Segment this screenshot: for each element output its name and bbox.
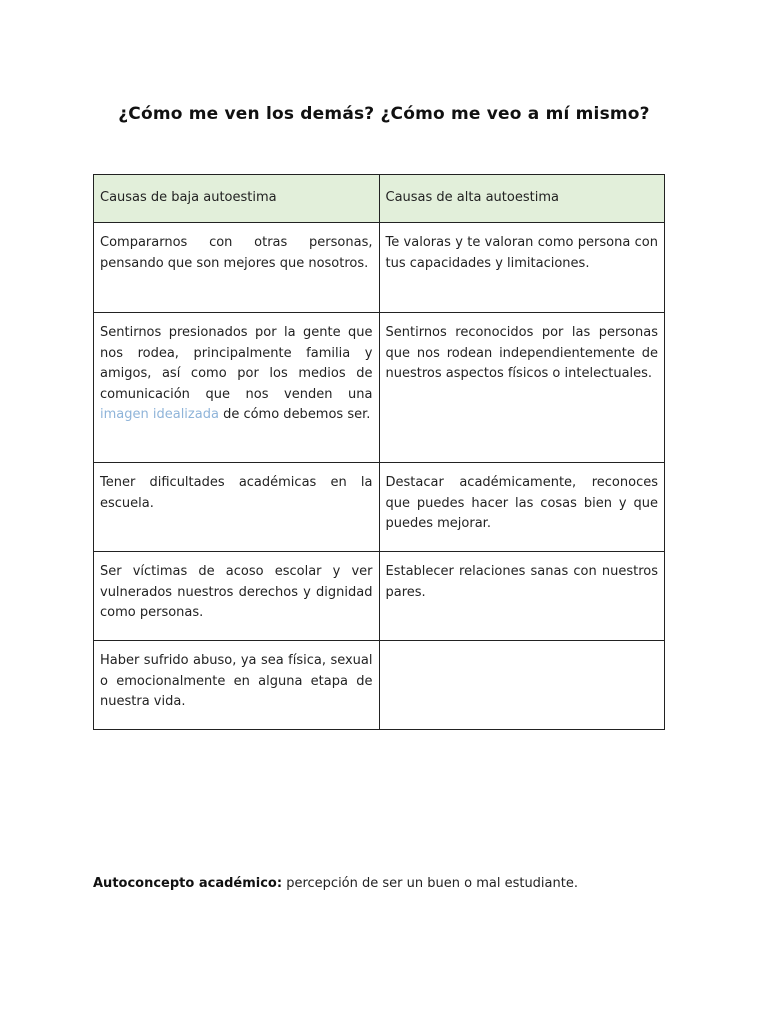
table-header-row [94,175,665,223]
table-row [94,463,665,552]
cell-high-cause: Te valoras y te valoran como persona con tus capacidades y limitaciones. [379,223,665,313]
idealized-image-link[interactable]: imagen idealizada [100,407,219,422]
table-row [94,313,665,463]
table-row [94,641,665,730]
cell-high-cause: Sentirnos reconocidos por las personas que nos rodean independientemente de nuestros aspectos físicos o intelectuales. [379,313,665,463]
cell-high-cause-empty [379,641,665,730]
header-low-self-esteem: Causas de baja autoestima [94,175,380,223]
table-row [94,552,665,641]
cell-low-cause: Tener dificultades académicas en la escuela. [94,463,380,552]
definition-text: percepción de ser un buen o mal estudiante. [286,876,578,891]
cell-high-cause: Establecer relaciones sanas con nuestros pares. [379,552,665,641]
cell-high-cause: Destacar académicamente, reconoces que puedes hacer las cosas bien y que puedes mejorar. [379,463,665,552]
table-row [94,223,665,313]
cell-low-cause [94,313,380,463]
header-high-self-esteem: Causas de alta autoestima [379,175,665,223]
academic-self-concept-definition [93,876,578,891]
cell-low-cause: Compararnos con otras personas, pensando que son mejores que nosotros. [94,223,380,313]
cell-low-cause: Ser víctimas de acoso escolar y ver vulnerados nuestros derechos y dignidad como personas. [94,552,380,641]
page-title: ¿Cómo me ven los demás? ¿Cómo me veo a mí mismo? [118,104,650,124]
cell-low-cause-text: Sentirnos presionados por la gente que nos rodea, principalmente familia y amigos, así como por los medios de comunicación que nos venden una [100,325,373,402]
definition-term: Autoconcepto académico: [93,876,283,891]
self-esteem-causes-table [93,174,665,730]
cell-low-cause: Haber sufrido abuso, ya sea física, sexual o emocionalmente en alguna etapa de nuestra vida. [94,641,380,730]
cell-low-cause-text-end: de cómo debemos ser. [223,407,371,422]
